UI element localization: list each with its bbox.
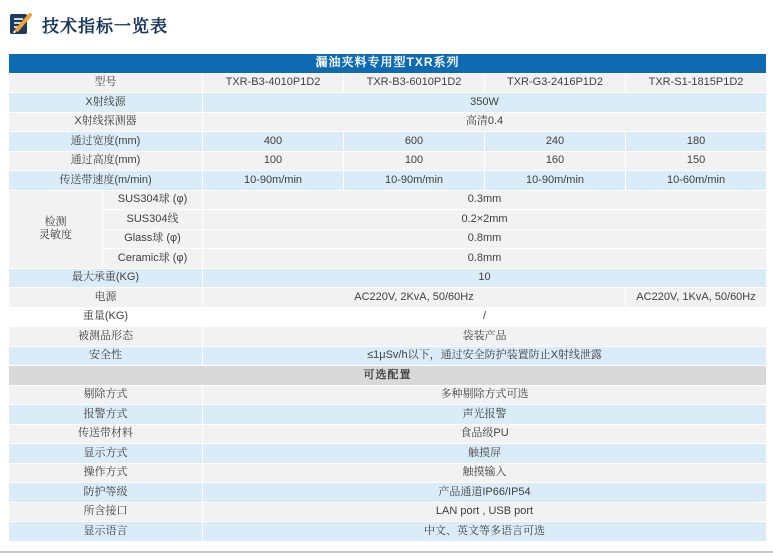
table-row-alarm-method: [9, 405, 767, 425]
table-row-sensitivity-4: [9, 249, 767, 269]
row-label-display-method: 显示方式: [9, 444, 203, 464]
pass-height-value-1: 100: [203, 151, 344, 171]
table-row-reject-method: [9, 385, 767, 405]
pass-width-value-2: 600: [344, 132, 485, 152]
row-label-power: 电源: [9, 288, 203, 308]
table-row-weight: [9, 307, 767, 327]
table-row-sensitivity-2: [9, 210, 767, 230]
power-value-left: AC220V, 2KvA, 50/60Hz: [203, 288, 626, 308]
max-load-value: 10: [203, 268, 767, 288]
table-row-display-method: [9, 444, 767, 464]
pass-height-value-3: 160: [485, 151, 626, 171]
row-label-glass-ball: Glass球 (φ): [103, 229, 203, 249]
row-label-pass-width: 通过宽度(mm): [9, 132, 203, 152]
table-row-xray-detector: [9, 112, 767, 132]
optional-config-header: 可选配置: [9, 366, 767, 386]
row-label-sus304-wire: SUS304线: [103, 210, 203, 230]
model-value-2: TXR-B3-6010P1D2: [344, 73, 485, 93]
pass-width-value-1: 400: [203, 132, 344, 152]
belt-speed-value-1: 10-90m/min: [203, 171, 344, 191]
row-label-max-load: 最大承重(KG): [9, 268, 203, 288]
page-title: 技术指标一览表: [42, 16, 168, 36]
row-label-xray-source: X射线源: [9, 93, 203, 113]
table-row-belt-speed: [9, 171, 767, 191]
table-row-sensitivity-1: [9, 190, 767, 210]
pass-width-value-3: 240: [485, 132, 626, 152]
ceramic-ball-value: 0.8mm: [203, 249, 767, 269]
model-value-3: TXR-G3-2416P1D2: [485, 73, 626, 93]
table-row-pass-width: [9, 132, 767, 152]
alarm-method-value: 声光报警: [203, 405, 767, 425]
xray-source-value: 350W: [203, 93, 767, 113]
belt-material-value: 食品级PU: [203, 424, 767, 444]
sensitivity-group-line1: 检测: [44, 216, 67, 229]
row-label-belt-material: 传送带材料: [9, 424, 203, 444]
safety-value: ≤1μSv/h以下，通过安全防护装置防止X射线泄露: [203, 346, 767, 366]
row-label-safety: 安全性: [9, 346, 203, 366]
display-method-value: 触摸屏: [203, 444, 767, 464]
operation-method-value: 触摸输入: [203, 463, 767, 483]
table-row-pass-height: [9, 151, 767, 171]
belt-speed-value-3: 10-90m/min: [485, 171, 626, 191]
xray-detector-value: 高清0.4: [203, 112, 767, 132]
sus304-ball-value: 0.3mm: [203, 190, 767, 210]
product-form-value: 袋装产品: [203, 327, 767, 347]
row-label-sensitivity-group: [9, 190, 103, 268]
row-label-pass-height: 通过高度(mm): [9, 151, 203, 171]
row-label-alarm-method: 报警方式: [9, 405, 203, 425]
glass-ball-value: 0.8mm: [203, 229, 767, 249]
belt-speed-value-4: 10-60m/min: [626, 171, 767, 191]
row-label-reject-method: 剔除方式: [9, 385, 203, 405]
pass-height-value-2: 100: [344, 151, 485, 171]
interfaces-value: LAN port , USB port: [203, 502, 767, 522]
table-row-model: [9, 73, 767, 93]
table-row-interfaces: [9, 502, 767, 522]
table-row-operation-method: [9, 463, 767, 483]
row-label-display-language: 显示语言: [9, 522, 203, 542]
row-label-model: 型号: [9, 73, 203, 93]
pass-width-value-4: 180: [626, 132, 767, 152]
document-pencil-icon: [8, 11, 34, 37]
row-label-belt-speed: 传送带速度(m/min): [9, 171, 203, 191]
table-header-row: [9, 54, 767, 74]
protection-level-value: 产品通道IP66/IP54: [203, 483, 767, 503]
table-row-sensitivity-3: [9, 229, 767, 249]
table-row-protection-level: [9, 483, 767, 503]
row-label-ceramic-ball: Ceramic球 (φ): [103, 249, 203, 269]
power-value-right: AC220V, 1KvA, 50/60Hz: [626, 288, 767, 308]
table-section-optional: [9, 366, 767, 386]
table-row-display-language: [9, 522, 767, 542]
belt-speed-value-2: 10-90m/min: [344, 171, 485, 191]
spec-table: [8, 53, 767, 542]
row-label-product-form: 被测品形态: [9, 327, 203, 347]
table-row-max-load: [9, 268, 767, 288]
bottom-divider: [0, 551, 773, 553]
row-label-operation-method: 操作方式: [9, 463, 203, 483]
page-title-bar: [0, 0, 773, 39]
table-row-safety: [9, 346, 767, 366]
row-label-xray-detector: X射线探测器: [9, 112, 203, 132]
table-series-title: 漏油夹料专用型TXR系列: [9, 54, 767, 74]
row-label-interfaces: 所含接口: [9, 502, 203, 522]
weight-value: /: [203, 307, 767, 327]
table-row-product-form: [9, 327, 767, 347]
reject-method-value: 多种剔除方式可选: [203, 385, 767, 405]
row-label-weight: 重量(KG): [9, 307, 203, 327]
model-value-4: TXR-S1-1815P1D2: [626, 73, 767, 93]
row-label-sus304-ball: SUS304球 (φ): [103, 190, 203, 210]
table-row-xray-source: [9, 93, 767, 113]
table-row-belt-material: [9, 424, 767, 444]
row-label-protection-level: 防护等级: [9, 483, 203, 503]
table-row-power: [9, 288, 767, 308]
model-value-1: TXR-B3-4010P1D2: [203, 73, 344, 93]
pass-height-value-4: 150: [626, 151, 767, 171]
display-language-value: 中文、英文等多语言可选: [203, 522, 767, 542]
sus304-wire-value: 0.2×2mm: [203, 210, 767, 230]
sensitivity-group-line2: 灵敏度: [39, 229, 72, 241]
